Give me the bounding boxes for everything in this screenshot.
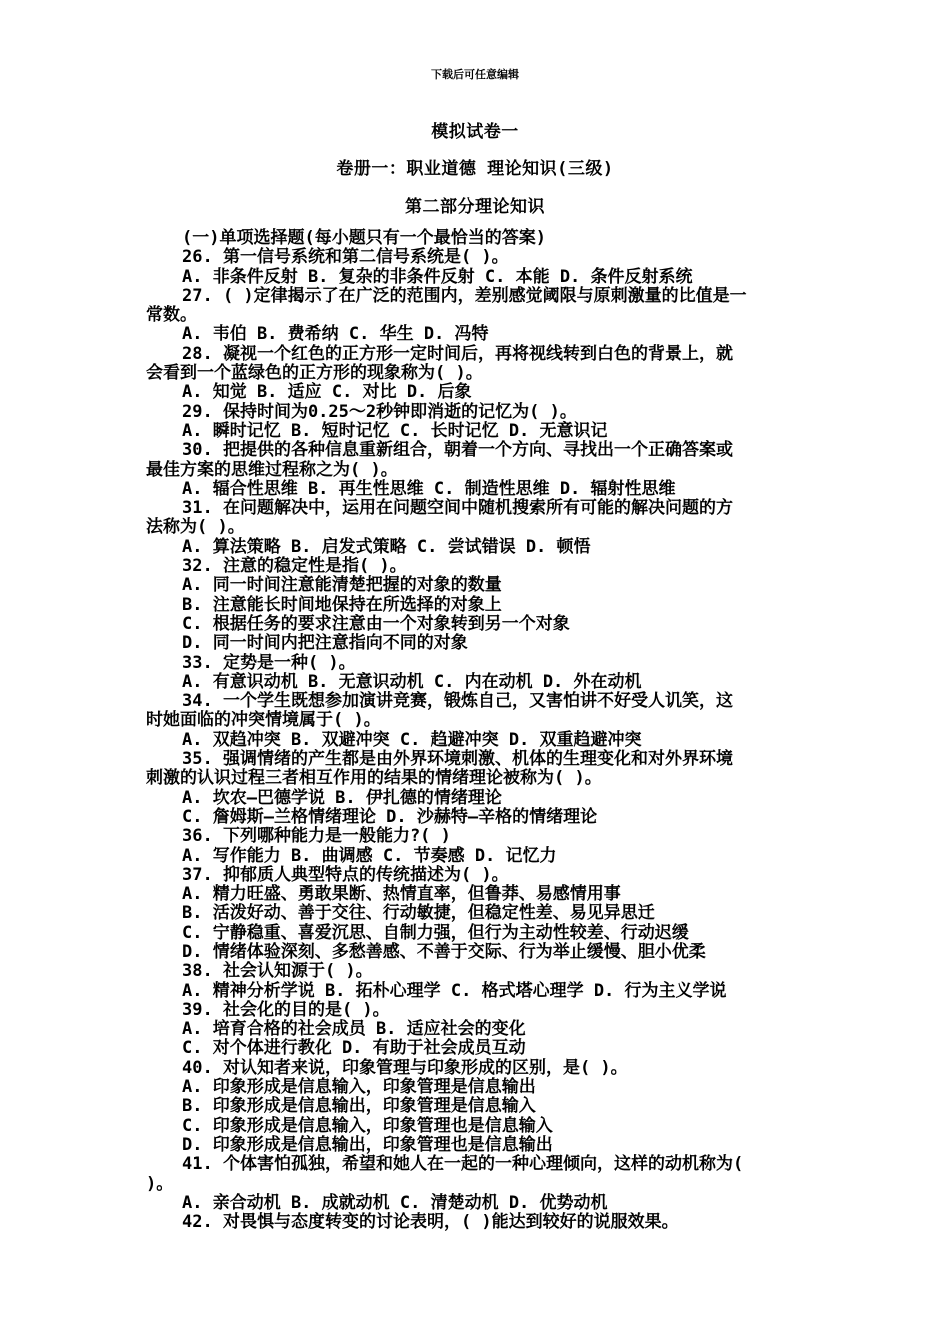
text-line: A. 同一时间注意能清楚把握的对象的数量 — [182, 575, 502, 596]
text-line: A. 写作能力 B. 曲调感 C. 节奏感 D. 记忆力 — [182, 845, 557, 866]
text-line: 41. 个体害怕孤独，希望和她人在一起的一种心理倾向，这样的动机称为( — [182, 1154, 744, 1175]
text-line: B. 印象形成是信息输出，印象管理是信息输入 — [182, 1096, 536, 1117]
text-line: A. 韦伯 B. 费希纳 C. 华生 D. 冯特 — [182, 324, 489, 345]
text-line: A. 亲合动机 B. 成就动机 C. 清楚动机 D. 优势动机 — [182, 1192, 608, 1213]
text-line: A. 精力旺盛、勇敢果断、热情直率，但鲁莽、易感情用事 — [182, 884, 621, 905]
text-line: 刺激的认识过程三者相互作用的结果的情绪理论被称为( )。 — [146, 768, 602, 789]
text-line: 常数。 — [146, 305, 197, 326]
text-line: C. 印象形成是信息输入，印象管理也是信息输入 — [182, 1115, 553, 1136]
text-line: A. 算法策略 B. 启发式策略 C. 尝试错误 D. 顿悟 — [182, 536, 591, 557]
text-line: 32. 注意的稳定性是指( )。 — [182, 556, 407, 577]
page-header-note: 下载后可任意编辑 — [431, 68, 519, 81]
text-line: 时她面临的冲突情境属于( )。 — [146, 710, 381, 731]
question-body — [146, 229, 816, 1232]
text-line: B. 活泼好动、善于交往、行动敏捷，但稳定性差、易见异思迁 — [182, 903, 655, 924]
text-line: D. 同一时间内把注意指向不同的对象 — [182, 633, 468, 654]
text-line: A. 培育合格的社会成员 B. 适应社会的变化 — [182, 1019, 526, 1040]
text-line: 30. 把提供的各种信息重新组合，朝着一个方向、寻找出一个正确答案或 — [182, 440, 733, 461]
text-line: )。 — [146, 1173, 174, 1194]
text-line: 39. 社会化的目的是( )。 — [182, 999, 390, 1020]
text-line: 会看到一个蓝绿色的正方形的现象称为( )。 — [146, 363, 483, 384]
text-line: 34. 一个学生既想参加演讲竞赛，锻炼自己，又害怕讲不好受人讥笑，这 — [182, 691, 733, 712]
text-line: 法称为( )。 — [146, 517, 245, 538]
text-line: 33. 定势是一种( )。 — [182, 652, 356, 673]
text-line: 27. ( )定律揭示了在广泛的范围内，差别感觉阈限与原刺激量的比值是一 — [182, 285, 747, 306]
text-line: 42. 对畏惧与态度转变的讨论表明，( )能达到较好的说服效果。 — [182, 1212, 679, 1233]
text-line: 31. 在问题解决中，运用在问题空间中随机搜索所有可能的解决问题的方 — [182, 498, 733, 519]
text-line: D. 情绪体验深刻、多愁善感、不善于交际、行为举止缓慢、胆小优柔 — [182, 941, 706, 962]
exam-title: 模拟试卷一 — [431, 122, 519, 142]
text-line: 26. 第一信号系统和第二信号系统是( )。 — [182, 247, 509, 268]
text-line: 37. 抑郁质人典型特点的传统描述为( )。 — [182, 864, 509, 885]
text-line: 40. 对认知者来说，印象管理与印象形成的区别，是( )。 — [182, 1057, 628, 1078]
section-title: 第二部分理论知识 — [405, 197, 545, 217]
text-line: 35. 强调情绪的产生都是由外界环境刺激、机体的生理变化和对外界环境 — [182, 749, 733, 770]
text-line: A. 双趋冲突 B. 双避冲突 C. 趋避冲突 D. 双重趋避冲突 — [182, 729, 642, 750]
text-line: A. 印象形成是信息输入，印象管理是信息输出 — [182, 1077, 536, 1098]
text-line: A. 瞬时记忆 B. 短时记忆 C. 长时记忆 D. 无意识记 — [182, 420, 608, 441]
volume-title: 卷册一：职业道德 理论知识(三级) — [336, 159, 614, 179]
text-line: A. 辐合性思维 B. 再生性思维 C. 制造性思维 D. 辐射性思维 — [182, 478, 676, 499]
text-line: 36. 下列哪种能力是一般能力?( ) — [182, 826, 451, 847]
text-line: C. 宁静稳重、喜爱沉思、自制力强，但行为主动性较差、行动迟缓 — [182, 922, 689, 943]
text-line: 最佳方案的思维过程称之为( )。 — [146, 459, 398, 480]
text-line: 29. 保持时间为0.25～2秒钟即消逝的记忆为( )。 — [182, 401, 577, 422]
text-line: C. 根据任务的要求注意由一个对象转到另一个对象 — [182, 613, 570, 634]
text-line: A. 知觉 B. 适应 C. 对比 D. 后象 — [182, 382, 472, 403]
text-line: A. 精神分析学说 B. 拓朴心理学 C. 格式塔心理学 D. 行为主义学说 — [182, 980, 727, 1001]
text-line: 38. 社会认知源于( )。 — [182, 961, 373, 982]
text-line: A. 非条件反射 B. 复杂的非条件反射 C. 本能 D. 条件反射系统 — [182, 266, 693, 287]
text-line: C. 对个体进行教化 D. 有助于社会成员互动 — [182, 1038, 526, 1059]
text-line: D. 印象形成是信息输出，印象管理也是信息输出 — [182, 1134, 553, 1155]
text-line: A. 坎农—巴德学说 B. 伊扎德的情绪理论 — [182, 787, 502, 808]
text-line: A. 有意识动机 B. 无意识动机 C. 内在动机 D. 外在动机 — [182, 671, 642, 692]
text-line: 28. 凝视一个红色的正方形一定时间后，再将视线转到白色的背景上，就 — [182, 343, 733, 364]
text-line: B. 注意能长时间地保持在所选择的对象上 — [182, 594, 502, 615]
text-line: (一)单项选择题(每小题只有一个最恰当的答案) — [182, 228, 546, 248]
text-line: C. 詹姆斯—兰格情绪理论 D. 沙赫特—辛格的情绪理论 — [182, 806, 598, 827]
